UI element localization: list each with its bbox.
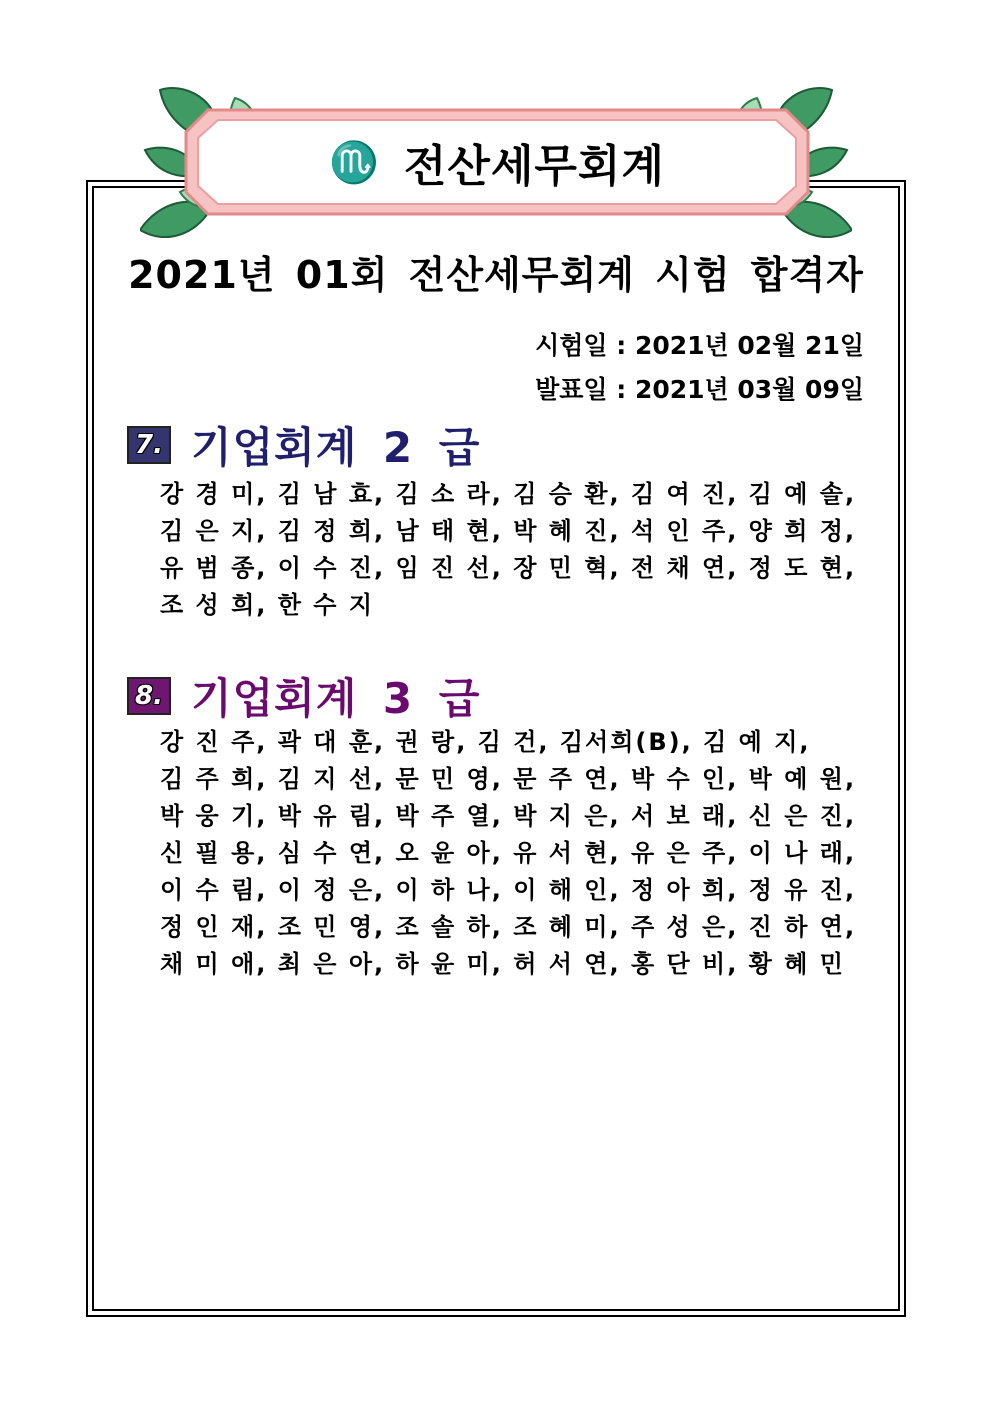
section-number-box — [127, 677, 171, 715]
name-line: 강 경 미, 김 남 효, 김 소 라, 김 승 환, 김 여 진, 김 예 솔, — [160, 480, 857, 508]
name-line: 박 웅 기, 박 유 림, 박 주 열, 박 지 은, 서 보 래, 신 은 진, — [160, 802, 857, 830]
name-line: 조 성 희, 한 수 지 — [160, 591, 374, 619]
banner-title-text: 전산세무회계 — [403, 141, 665, 192]
section-heading-grade2 — [127, 415, 480, 475]
scorpio-symbol-icon: ♏ — [329, 139, 380, 186]
name-list-grade2 — [160, 476, 857, 624]
page-title: 2021년 01회 전산세무회계 시험 합격자 — [128, 253, 864, 297]
exam-date: 시험일 : 2021년 02월 21일 — [535, 331, 864, 360]
date-block — [535, 324, 864, 412]
name-line: 김 주 희, 김 지 선, 문 민 영, 문 주 연, 박 수 인, 박 예 원, — [160, 765, 857, 793]
name-line: 김 은 지, 김 정 희, 남 태 현, 박 혜 진, 석 인 주, 양 희 정, — [160, 517, 857, 545]
name-list-grade3 — [160, 724, 857, 983]
banner-title — [184, 108, 810, 216]
name-line: 강 진 주, 곽 대 훈, 권 랑, 김 건, 김서희(B), 김 예 지, — [160, 728, 811, 756]
announce-date: 발표일 : 2021년 03월 09일 — [535, 375, 864, 404]
section-heading-grade3 — [127, 666, 480, 726]
section-number: 7. — [135, 430, 163, 460]
name-line: 유 범 종, 이 수 진, 임 진 선, 장 민 혁, 전 채 연, 정 도 현, — [160, 554, 857, 582]
section-number-box — [127, 426, 171, 464]
name-line: 신 필 용, 심 수 연, 오 윤 아, 유 서 현, 유 은 주, 이 나 래, — [160, 839, 857, 867]
name-line: 정 인 재, 조 민 영, 조 솔 하, 조 혜 미, 주 성 은, 진 하 연, — [160, 913, 857, 941]
name-line: 이 수 림, 이 정 은, 이 하 나, 이 해 인, 정 아 희, 정 유 진, — [160, 876, 857, 904]
section-number: 8. — [135, 681, 163, 711]
title-banner — [140, 80, 852, 250]
name-line: 채 미 애, 최 은 아, 하 윤 미, 허 서 연, 홍 단 비, 황 혜 민 — [160, 950, 845, 978]
section-title: 기업회계 2 급 — [191, 423, 481, 472]
section-title: 기업회계 3 급 — [191, 674, 481, 723]
